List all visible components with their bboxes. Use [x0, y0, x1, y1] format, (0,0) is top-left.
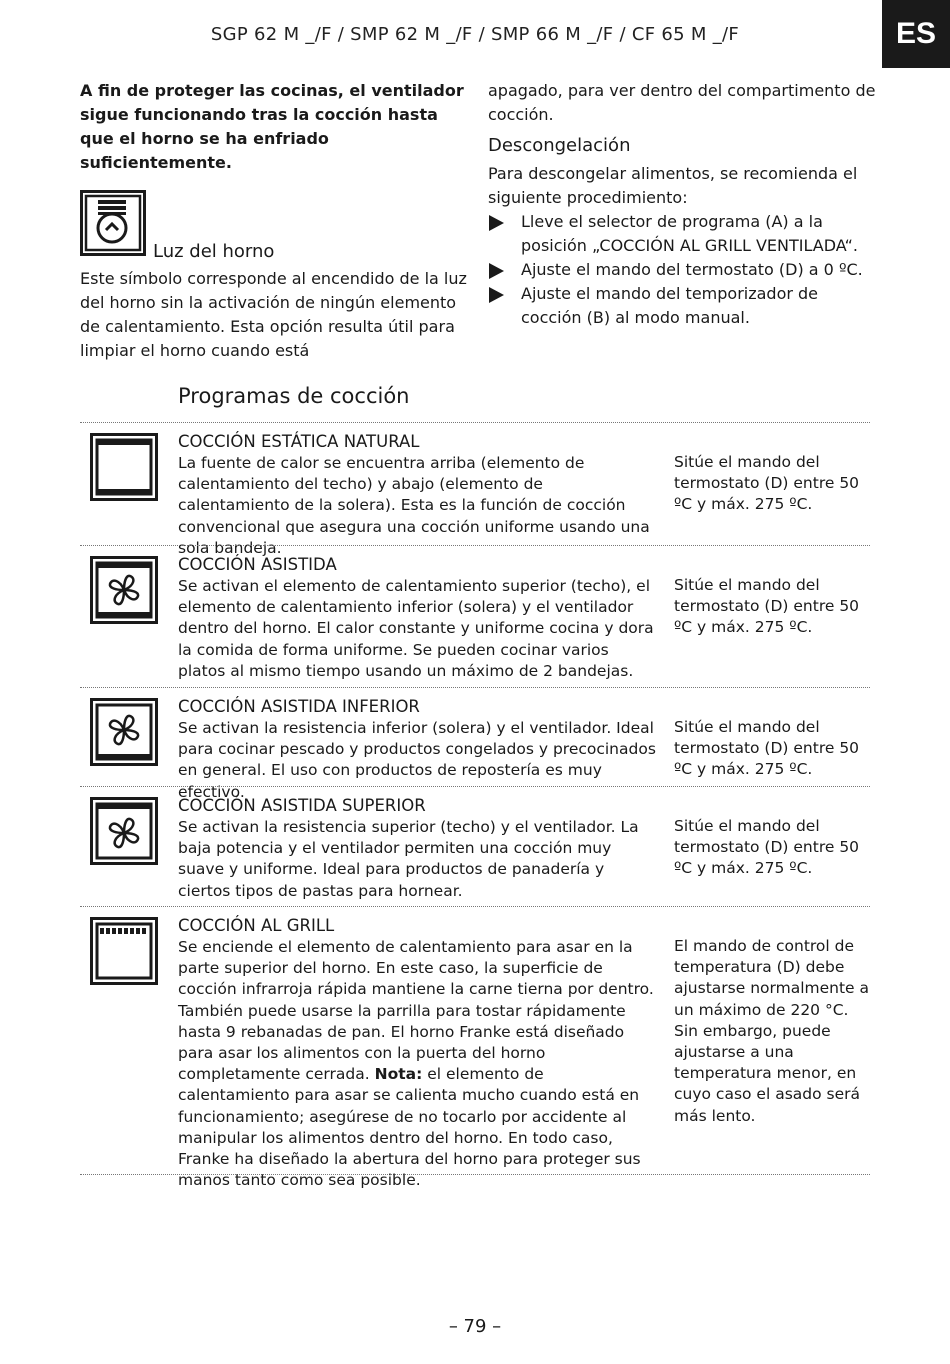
defrost-step — [488, 282, 880, 330]
note-text: el elemento de calentamiento para asar se calienta mucho cuando está en funcionamiento; asegúrese de no tocarlo por accidente al manipular los alimentos dentro del horno. En todo caso, Franke ha diseñado la abertura del horno para proteger sus manos tanto como sea posible. — [178, 1065, 641, 1190]
program-description: Se activan la resistencia superior (techo) y el ventilador. La baja potencia y el ventilador permiten una cocción muy suave y uniforme. Ideal para productos de panadería y ciertos tipos de pastas para hornear. — [178, 818, 639, 900]
page-number: – 79 – — [448, 1316, 502, 1337]
program-name: COCCIÓN ESTÁTICA NATURAL — [178, 432, 420, 451]
program-name: COCCIÓN AL GRILL — [178, 916, 335, 935]
program-name: COCCIÓN ASISTIDA SUPERIOR — [178, 796, 426, 815]
programs-table — [80, 422, 870, 1190]
programs-title: Programas de cocción — [178, 384, 410, 408]
program-setting: Sitúe el mando del termostato (D) entre 50 ºC y máx. 275 ºC. — [674, 453, 860, 514]
right-column — [488, 79, 880, 330]
program-setting: Sitúe el mando del termostato (D) entre 50 ºC y máx. 275 ºC. — [674, 576, 860, 637]
oven-light-continuation: apagado, para ver dentro del compartimento de cocción. — [488, 81, 876, 124]
defrost-step — [488, 258, 880, 282]
oven-light-title: Luz del horno — [153, 241, 275, 262]
program-description: La fuente de calor se encuentra arriba (elemento de calentamiento del techo) y abajo (elemento de calentamiento de la solera). Esta es la función de cocción convencional que asegura una cocción uniforme usando una sola bandeja. — [178, 454, 650, 557]
oven-light-description: Este símbolo corresponde al encendido de la luz del horno sin la activación de ningún elemento de calentamiento. Esta opción resulta útil para limpiar el horno cuando está — [80, 269, 467, 360]
program-name: COCCIÓN ASISTIDA INFERIOR — [178, 697, 420, 716]
arrow-bullet-icon — [489, 263, 504, 279]
defrost-step — [488, 210, 880, 258]
arrow-bullet-icon — [489, 287, 504, 303]
fan-top-bottom-icon — [90, 556, 158, 624]
grill-icon — [90, 917, 158, 985]
language-tab: ES — [882, 0, 950, 68]
defrost-step-text: Ajuste el mando del temporizador de cocción (B) al modo manual. — [521, 284, 819, 327]
defrost-title: Descongelación — [488, 135, 631, 156]
defrost-intro: Para descongelar alimentos, se recomienda el siguiente procedimiento: — [488, 164, 858, 207]
left-column — [80, 79, 470, 363]
oven-light-section-header — [80, 190, 470, 262]
defrost-step-text: Ajuste el mando del termostato (D) a 0 ºC. — [521, 260, 863, 279]
fan-note-paragraph: A fin de proteger las cocinas, el ventilador sigue funcionando tras la cocción hasta que el horno se ha enfriado suficientemente. — [80, 81, 464, 172]
arrow-bullet-icon — [489, 215, 504, 231]
note-label: Nota: — [374, 1065, 423, 1084]
program-setting: Sitúe el mando del termostato (D) entre 50 ºC y máx. 275 ºC. — [674, 817, 860, 878]
program-row — [80, 687, 870, 801]
program-description: Se activan la resistencia inferior (solera) y el ventilador. Ideal para cocinar pescado y productos congelados y precocinados en general. El uso con productos de repostería es muy efectivo. — [178, 719, 656, 801]
program-name: COCCIÓN ASISTIDA — [178, 555, 337, 574]
document-header-title: SGP 62 M _/F / SMP 62 M _/F / SMP 66 M _/F / CF 65 M _/F — [210, 24, 740, 45]
fan-bottom-icon — [90, 698, 158, 766]
program-row — [80, 786, 870, 906]
static-cooking-icon — [90, 433, 158, 501]
program-setting: El mando de control de temperatura (D) debe ajustarse normalmente a un máximo de 220 °C. Sin embargo, puede ajustarse a una temperatura menor, en cuyo caso el asado será más lento. — [674, 937, 869, 1125]
program-description: Se activan el elemento de calentamiento superior (techo), el elemento de calentamiento inferior (solera) y el ventilador dentro del horno. El calor constante y uniforme cocina y dora la comida de forma uniforme. Se pueden cocinar varios platos al mismo tiempo usando un máximo de 2 bandejas. — [178, 577, 654, 680]
program-row — [80, 906, 870, 1190]
fan-top-icon — [90, 797, 158, 865]
program-description — [178, 937, 658, 1191]
program-setting: Sitúe el mando del termostato (D) entre 50 ºC y máx. 275 ºC. — [674, 718, 860, 779]
program-row — [80, 545, 870, 687]
program-row — [80, 422, 870, 557]
program-description-text: Se enciende el elemento de calentamiento para asar en la parte superior del horno. En este caso, la superficie de cocción infrarroja rápida mantiene la carne tierna por dentro. También puede usarse la parrilla para tostar rápidamente hasta 9 rebanadas de pan. El horno Franke está diseñado para asar los alimentos con la puerta del horno completamente cerrada. — [178, 938, 654, 1084]
defrost-step-text: Lleve el selector de programa (A) a la posición „COCCIÓN AL GRILL VENTILADA“. — [521, 212, 859, 255]
oven-light-icon — [80, 190, 146, 256]
